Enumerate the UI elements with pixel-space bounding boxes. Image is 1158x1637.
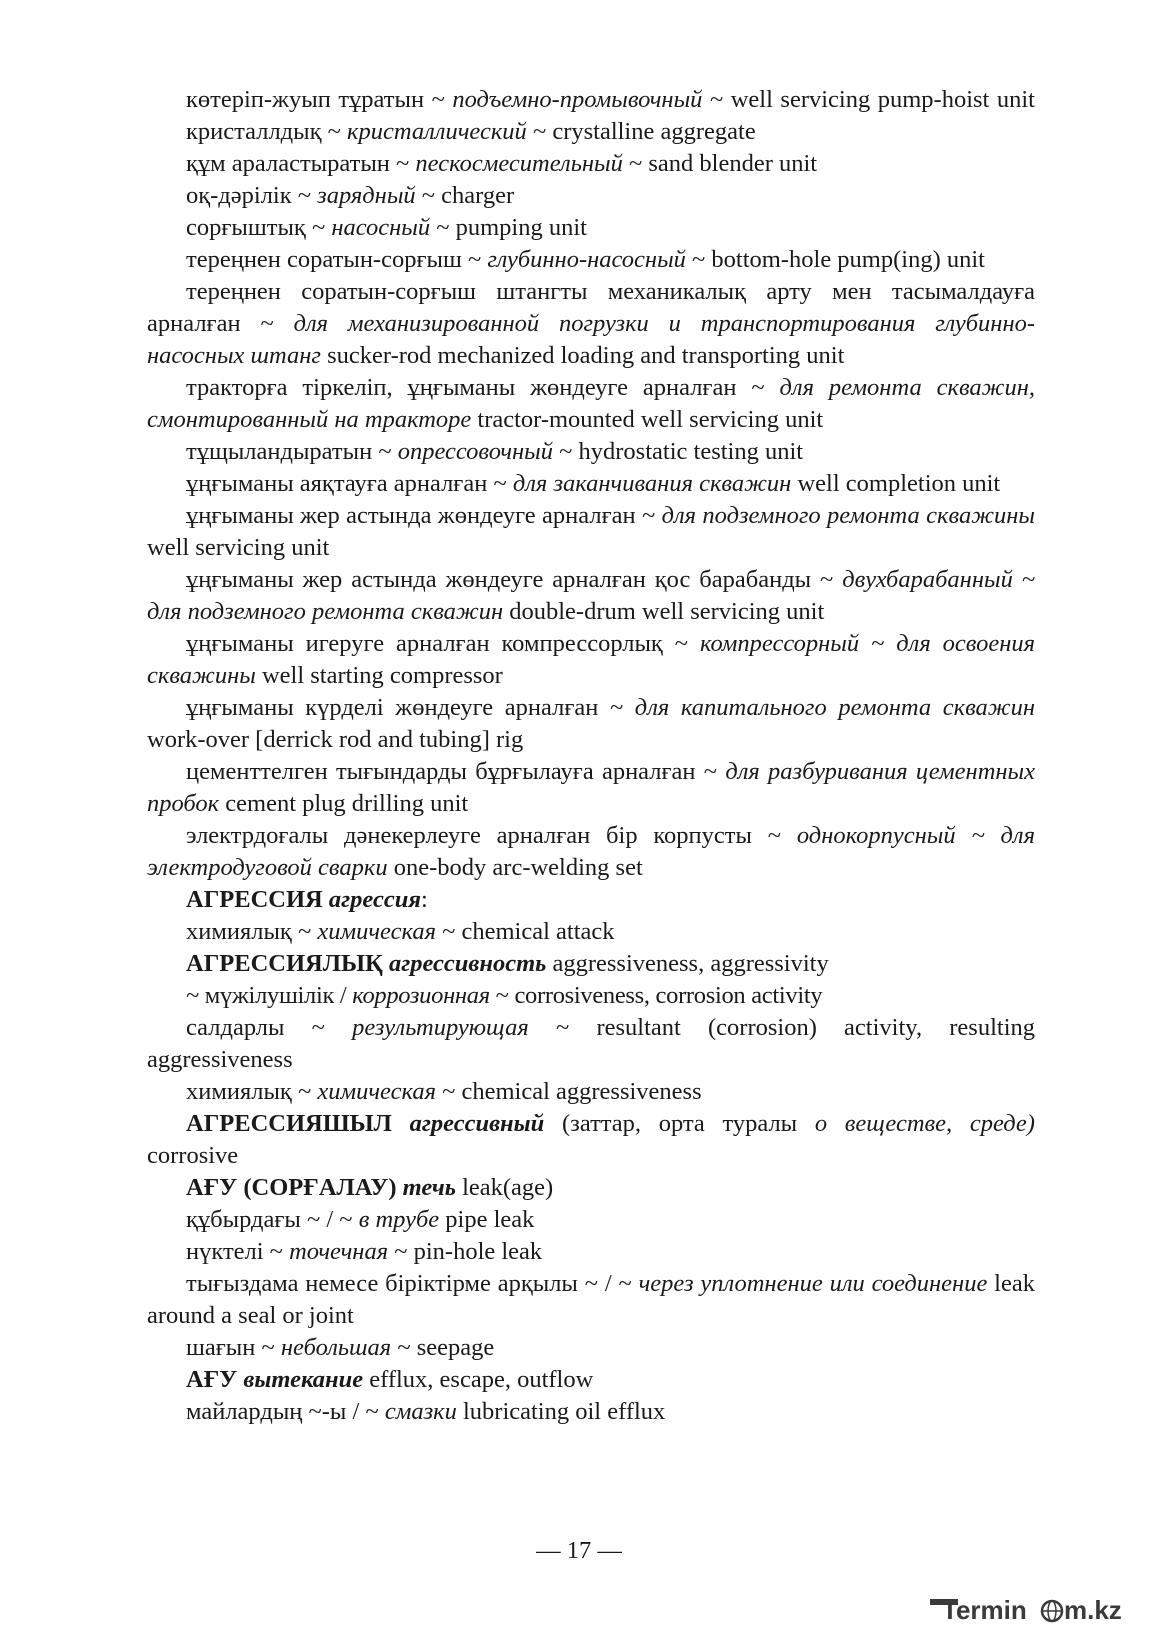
russian-term: смазки (384, 1398, 457, 1425)
entry-text: well servicing unit (147, 534, 330, 561)
entry-text: сорғыштық ~ (186, 214, 332, 241)
entry-text: ~ charger (415, 182, 515, 209)
russian-term: для заканчивания скважин (512, 470, 792, 497)
russian-term: опрессовочный (397, 438, 554, 465)
entry-text: химиялық ~ (186, 1078, 318, 1105)
dictionary-entry (147, 628, 1035, 692)
entry-text: ~ chemical attack (435, 918, 615, 945)
dictionary-entry (147, 1268, 1035, 1332)
headword: АҒУ (186, 1366, 244, 1393)
dictionary-entry (147, 916, 1035, 948)
dictionary-entry (147, 372, 1035, 436)
entry-text: double-drum well servicing unit (503, 598, 825, 625)
dictionary-entry (147, 692, 1035, 756)
logo-text-right: m.kz (1064, 1595, 1122, 1625)
entry-text: ұңғыманы күрделі жөндеуге арналған ~ (186, 694, 635, 721)
entry-text: ~ sand blender unit (622, 150, 818, 177)
russian-term: для разбуривания цементных пробок (147, 758, 1036, 817)
entry-text: ~ seepage (391, 1334, 495, 1361)
dictionary-entries (147, 84, 1035, 1428)
russian-term: глубинно-насосный (487, 246, 686, 273)
russian-term: кристаллический (347, 118, 527, 145)
headword: АГРЕССИЯЛЫҚ (186, 950, 389, 977)
dictionary-entry (147, 564, 1035, 628)
entry-text: ~ bottom-hole pump(ing) unit (685, 246, 985, 273)
entry-text: майлардың ~-ы / ~ (186, 1398, 385, 1425)
dictionary-entry (147, 948, 1035, 980)
entry-text: tractor-mounted well servicing unit (471, 406, 824, 433)
dictionary-entry (147, 1204, 1035, 1236)
entry-text: құбырдағы ~ / ~ (186, 1206, 359, 1233)
russian-term: пескосмесительный (415, 150, 623, 177)
russian-term: подъемно-промывочный (452, 86, 703, 113)
entry-text: : (420, 886, 428, 913)
russian-term: однокорпусный ~ для электродуговой сварки (147, 822, 1035, 881)
dictionary-entry (147, 884, 1035, 916)
entry-text: ұңғыманы аяқтауға арналған ~ (186, 470, 513, 497)
russian-term: для механизированной погрузки и транспортирования глубинно-насосных штанг (147, 310, 1036, 369)
entry-text: салдарлы ~ (186, 1014, 353, 1041)
russian-term: насосный (331, 214, 431, 241)
dictionary-entry (147, 180, 1035, 212)
russian-term: результирующая (352, 1014, 529, 1041)
entry-text: ~ crystalline aggregate (526, 118, 756, 145)
dictionary-entry (147, 212, 1035, 244)
entry-text: ~ мүжілушілік / (186, 982, 353, 1009)
russian-term: через уплотнение или соединение (638, 1270, 988, 1297)
dictionary-entry (147, 1108, 1035, 1172)
russian-term: для капитального ремонта скважин (634, 694, 1035, 721)
entry-text: ~ chemical aggressiveness (435, 1078, 702, 1105)
dictionary-entry (147, 436, 1035, 468)
russian-term: небольшая (280, 1334, 392, 1361)
entry-text: заттар, орта туралы (570, 1110, 815, 1137)
russian-term: о веществе, среде) (814, 1110, 1035, 1137)
entry-text: шағын ~ (186, 1334, 281, 1361)
entry-text: well completion unit (791, 470, 1001, 497)
entry-text: тұщыландыратын ~ (186, 438, 398, 465)
entry-text: цементтелген тығындарды бұрғылауға арналған ~ (186, 758, 726, 785)
entry-text: көтеріп-жуып тұратын ~ (186, 86, 453, 113)
dictionary-entry (147, 148, 1035, 180)
russian-term: точечная (289, 1238, 389, 1265)
dictionary-entry (147, 1364, 1035, 1396)
entry-text: электрдоғалы дәнекерлеуге арналған бір корпусты ~ (186, 822, 797, 849)
entry-text: ~ pumping unit (430, 214, 587, 241)
dictionary-entry (147, 756, 1035, 820)
headword-russian: агрессивный (409, 1110, 545, 1137)
russian-term: для ремонта скважин, смонтированный на тракторе (147, 374, 1035, 433)
dictionary-entry (147, 1396, 1035, 1428)
entry-text: leak(age) (455, 1174, 554, 1201)
russian-term: в трубе (358, 1206, 440, 1233)
entry-text: тереңнен соратын-сорғыш штангты механикалық арту мен тасымалдауға арналған ~ (147, 278, 1035, 337)
entry-text: work-over [derrick rod and tubing] rig (147, 726, 524, 753)
entry-text: corrosive (147, 1142, 239, 1169)
dictionary-entry (147, 1332, 1035, 1364)
headword: АҒУ (СОРҒАЛАУ) (186, 1174, 403, 1201)
dictionary-entry (147, 500, 1035, 564)
dictionary-entry (147, 820, 1035, 884)
entry-text: оқ-дәрілік ~ (186, 182, 318, 209)
entry-text: ~ pin-hole leak (388, 1238, 543, 1265)
dictionary-entry (147, 116, 1035, 148)
entry-text: pipe leak (439, 1206, 535, 1233)
russian-term: для подземного ремонта скважины (661, 502, 1035, 529)
russian-term: зарядный (317, 182, 416, 209)
russian-term: химическая (317, 1078, 436, 1105)
dictionary-entry (147, 84, 1035, 116)
entry-text: ұңғыманы жер астында жөндеуге арналған ~ (186, 502, 662, 529)
entry-text: тығыздама немесе біріктірме арқылы ~ / ~ (186, 1270, 639, 1297)
dictionary-entry (147, 1172, 1035, 1204)
headword-russian: агрессия (328, 886, 421, 913)
entry-text: химиялық ~ (186, 918, 318, 945)
russian-term: коррозионная (352, 982, 490, 1009)
headword: АГРЕССИЯ (186, 886, 329, 913)
entry-text: aggressiveness, aggressivity (546, 950, 829, 977)
entry-text: ~ corrosiveness, corrosion activity (489, 982, 823, 1009)
headword: АГРЕССИЯШЫЛ (186, 1110, 410, 1137)
entry-text: құм араластыратын ~ (186, 150, 416, 177)
entry-text: well starting compressor (255, 662, 503, 689)
russian-term: двухбарабанный ~ для подземного ремонта скважин (147, 566, 1035, 625)
headword-russian: агрессивность (388, 950, 547, 977)
dictionary-entry (147, 980, 1035, 1012)
page-number: — 17 — (536, 1537, 622, 1564)
entry-text: тракторға тіркеліп, ұңғыманы жөндеуге арналған ~ (186, 374, 780, 401)
entry-text: нүктелі ~ (186, 1238, 290, 1265)
entry-text: ~ resultant (corrosion) activity, resulting aggressiveness (147, 1014, 1036, 1073)
entry-text: efflux, escape, outflow (363, 1366, 594, 1393)
dictionary-entry (147, 468, 1035, 500)
entry-text: sucker-rod mechanized loading and transporting unit (321, 342, 845, 369)
entry-text: кристаллдық ~ (186, 118, 348, 145)
entry-text: ~ hydrostatic testing unit (553, 438, 804, 465)
entry-text: тереңнен соратын-сорғыш ~ (186, 246, 488, 273)
headword-russian: течь (402, 1174, 456, 1201)
headword-russian: вытекание (243, 1366, 364, 1393)
dictionary-entry (147, 1236, 1035, 1268)
entry-text: ( (544, 1110, 571, 1137)
russian-term: компрессорный ~ для освоения скважины (147, 630, 1035, 689)
terminkom-logo (924, 1585, 1144, 1629)
entry-text: one-body arc-welding set (387, 854, 643, 881)
entry-text: lubricating oil efflux (456, 1398, 666, 1425)
entry-text: ~ well servicing pump-hoist unit (702, 86, 1035, 113)
entry-text: leak around a seal or joint (147, 1270, 1035, 1329)
entry-text: ұңғыманы игеруге арналған компрессорлық ~ (186, 630, 700, 657)
dictionary-entry (147, 276, 1035, 372)
logo-text-left: Termin (942, 1595, 1027, 1625)
entry-text: cement plug drilling unit (219, 790, 469, 817)
russian-term: химическая (317, 918, 436, 945)
dictionary-entry (147, 1012, 1035, 1076)
entry-text: ұңғыманы жер астында жөндеуге арналған қос барабанды ~ (186, 566, 843, 593)
dictionary-entry (147, 244, 1035, 276)
dictionary-entry (147, 1076, 1035, 1108)
